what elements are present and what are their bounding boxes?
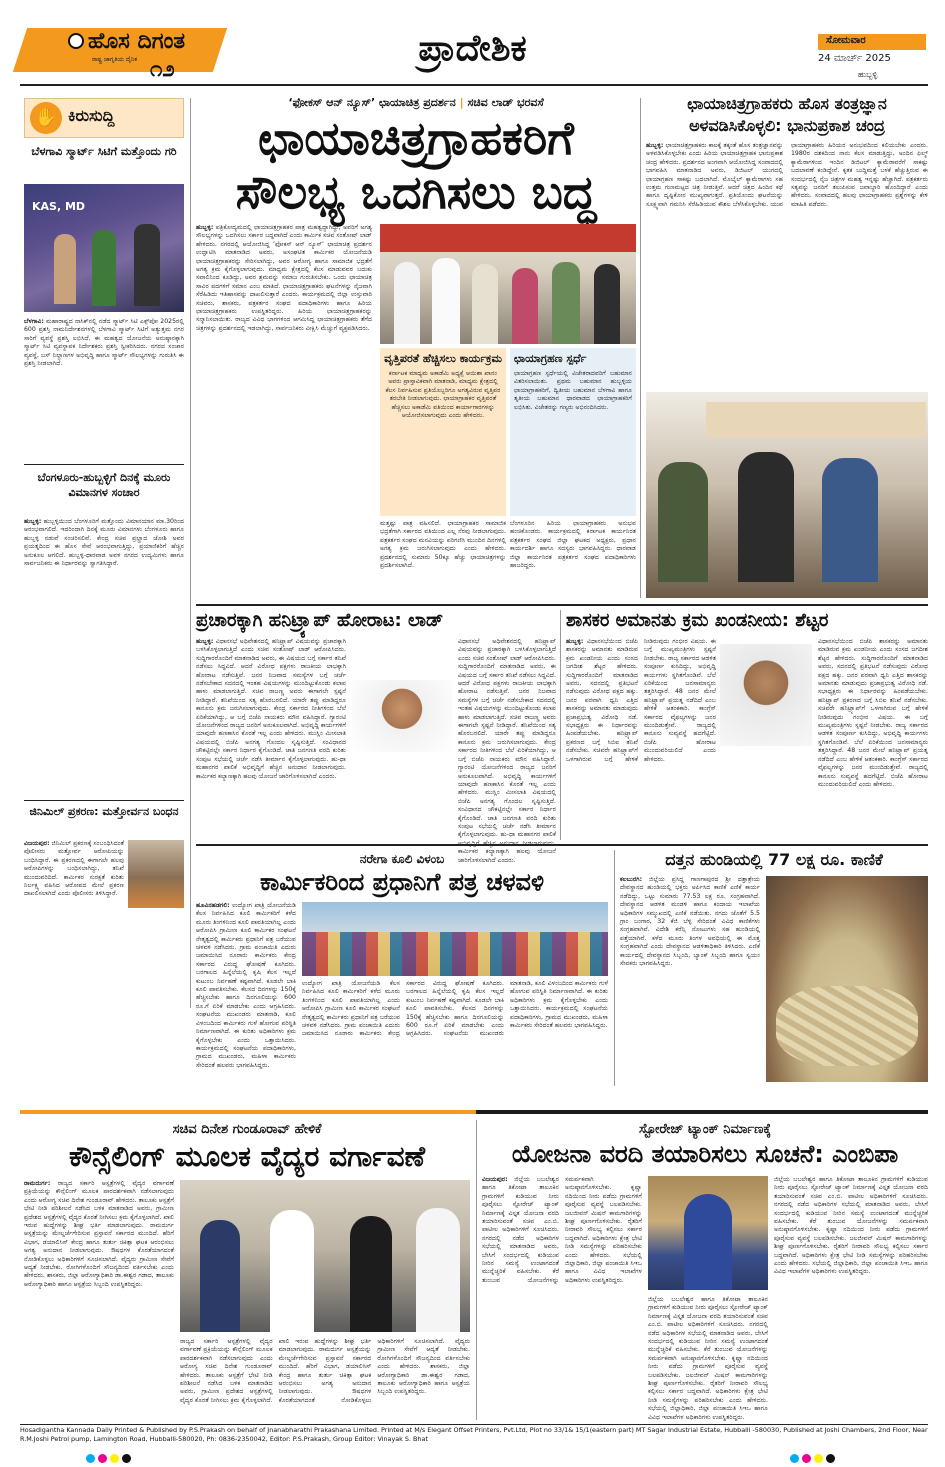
lead-body-3: ಬೆಂಗಳೂರಿನ ಹಿರಿಯ ಛಾಯಾಗ್ರಾಹಕರು ಅನುಭವ ಹಂಚಿಕೊಂಡರು. ಕಾರ್ಯಕ್ರಮದಲ್ಲಿ ಕರ್ನಾಟಕ ಕಾರ್ಯನಿರತ ಪತ್ರಕರ್ತರ ಸಂಘದ ಜಿಲ್ಲಾ ಘಟಕದ ಅಧ್ಯಕ್ಷರು, ಪ್ರಧಾನ ಕಾರ್ಯದರ್ಶಿ ಹಾಗೂ ಸದಸ್ಯರು ಭಾಗವಹಿಸಿದ್ದರು. ಧಾರವಾಡ ಜಿಲ್ಲಾ ಕಾರ್ಯನಿರತ ಪತ್ರಕರ್ತರ ಸಂಘದ ಪದಾಧಿಕಾರಿಗಳು ಹಾಜರಿದ್ದರು.	[510, 520, 636, 570]
banner	[706, 402, 926, 438]
tech-story	[646, 92, 928, 602]
date: 24 ಮಾರ್ಚ್ 2025	[818, 53, 891, 64]
imprint: Hosadigantha Kannada Daily Printed & Published by P.S.Prakash on behalf of Jnanabharathi Prakashana Limited. Printed at M/s Elegant Offset Printers, Pvt.Ltd, Plot no 33/1& 15/1(eastern part) MT Sagar Industrial Estate, Hubballi -580030, Published at Joshi Chambers, 2nd Floor, Near R.M.Joshi Petrol pump, Lamington Road, Hubballi-580020, Ph: 0836-2350042, Editor: P.S.Prakash, Group Editor: Vinayak S. Bhat	[20, 1426, 928, 1443]
tech-body	[646, 142, 928, 386]
box1-body: ಕರ್ನಾಟಕ ಮಾಧ್ಯಮ ಅಕಾಡೆಮಿ ಅಧ್ಯಕ್ಷೆ ಆಯಿಶಾ ಖಾನಂ ಅವರು ಪ್ರಾಸ್ತಾವಿಕವಾಗಿ ಮಾತನಾಡಿ, ಮಾಧ್ಯಮ ಕ್ಷೇತ್ರದಲ್ಲಿ ಕೆಲಸ ನಿರ್ವಹಿಸುವ ಪ್ರತಿಯೊಬ್ಬರಿಗೂ ಅಗತ್ಯವಿರುವ ವೃತ್ತಿಪರ ತರಬೇತಿ ನೀಡಲಾಗುವುದು. ಛಾಯಾಗ್ರಾಹಕರ ವೃತ್ತಿಪರತೆ ಹೆಚ್ಚಿಸಲು ಅಕಾಡೆಮಿ ವತಿಯಿಂದ ಕಾರ್ಯಾಗಾರಗಳನ್ನು ಆಯೋಜಿಸಲಾಗುವುದು ಎಂದು ಹೇಳಿದರು.	[385, 370, 501, 420]
accent-bar	[476, 1110, 928, 1114]
section-rule	[196, 604, 928, 606]
story2-title: ಬೆಂಗಳೂರು-ಹುಬ್ಬಳ್ಳಿಗೆ ದಿನಕ್ಕೆ ಮೂರು ವಿಮಾನಗಳ ಸಂಚಾರ	[37, 471, 171, 499]
masthead-rule	[20, 84, 928, 86]
gundu-body-left	[24, 1180, 174, 1418]
logo-text: ಹೊಸ ದಿಗಂತ	[88, 29, 186, 54]
mbpatil-text: ಜಿಲ್ಲೆಯ ಬಬಲೇಶ್ವರ ಹಾಗೂ ತಿಕೋಟಾ ತಾಲೂಕಿನ ಗ್ರಾಮಗಳಿಗೆ ಕುಡಿಯುವ ನೀರು ಪೂರೈಸಲು ಸ್ಟೋರೇಜ್ ಟ್ಯಾಂಕ್ ನಿರ್ಮಾಣಕ್ಕೆ ವಿಸ್ತೃತ ಯೋಜನಾ ವರದಿ ತಯಾರಿಸುವಂತೆ ಸಚಿವ ಎಂ.ಬಿ. ಪಾಟೀಲ ಅಧಿಕಾರಿಗಳಿಗೆ ಸೂಚಿಸಿದರು. ನಗರದಲ್ಲಿ ನಡೆದ ಅಧಿಕಾರಿಗಳ ಸಭೆಯಲ್ಲಿ ಮಾತನಾಡಿದ ಅವರು, ಬೇಸಿಗೆ ಸಂದರ್ಭದಲ್ಲಿ ಕುಡಿಯುವ ನೀರಿನ ಸಮಸ್ಯೆ ಉಂಟಾಗದಂತೆ ಮುನ್ನೆಚ್ಚರಿಕೆ ವಹಿಸಬೇಕು. ಕೆರೆ ತುಂಬುವ ಯೋಜನೆಗಳನ್ನು ಸಮರ್ಪಕವಾಗಿ ಅನುಷ್ಠಾನಗೊಳಿಸಬೇಕು. ಕೃಷ್ಣಾ ನದಿಯಿಂದ ನೀರು ಪಡೆದು ಗ್ರಾಮಗಳಿಗೆ ಪೂರೈಸುವ ವ್ಯವಸ್ಥೆ ಬಲಪಡಿಸಬೇಕು. ಜಲಜೀವನ್ ಮಿಷನ್ ಕಾಮಗಾರಿಗಳನ್ನು ಶೀಘ್ರ ಪೂರ್ಣಗೊಳಿಸಬೇಕು. ರೈತರಿಗೆ ನೀರಾವರಿ ಸೌಲಭ್ಯ ಕಲ್ಪಿಸಲು ಸರ್ಕಾರ ಬದ್ಧವಾಗಿದೆ. ಅಧಿಕಾರಿಗಳು ಕ್ಷೇತ್ರ ಭೇಟಿ ನೀಡಿ ಸಮಸ್ಯೆಗಳನ್ನು ಪರಿಹರಿಸಬೇಕು ಎಂದು ಹೇಳಿದರು. ಸಭೆಯಲ್ಲಿ ಜಿಲ್ಲಾಧಿಕಾರಿ, ಜಿಲ್ಲಾ ಪಂಚಾಯಿತಿ ಸಿಇಒ ಹಾಗೂ ವಿವಿಧ ಇಲಾಖೆಗಳ ಅಧಿಕಾರಿಗಳು ಉಪಸ್ಥಿತರಿದ್ದರು.	[482, 1176, 642, 1284]
currency-pile	[776, 986, 918, 1066]
nrega-body-right: ಉದ್ಯೋಗ ಖಾತ್ರಿ ಯೋಜನೆಯಡಿ ಕೆಲಸ ನಿರ್ವಹಿಸಿದ ಕೂಲಿ ಕಾರ್ಮಿಕರಿಗೆ ಕಳೆದ ಮೂರು ತಿಂಗಳಿನಿಂದ ಕೂಲಿ ಪಾವತಿಯಾಗಿಲ್ಲ ಎಂದು ಆರೋಪಿಸಿ ಗ್ರಾಮೀಣ ಕೂಲಿ ಕಾರ್ಮಿಕರ ಸಂಘಟನೆ ನೇತೃತ್ವದಲ್ಲಿ ಕಾರ್ಮಿಕರು ಪ್ರಧಾನಿಗೆ ಪತ್ರ ಬರೆಯುವ ಚಳವಳಿ ನಡೆಸಿದರು. ಗ್ರಾಮ ಪಂಚಾಯಿತಿ ಎದುರು ಜಮಾಯಿಸಿದ ನೂರಾರು ಕಾರ್ಮಿಕರು ಕೇಂದ್ರ ಸರ್ಕಾರದ ವಿರುದ್ಧ ಘೋಷಣೆ ಕೂಗಿದರು. ಬರಗಾಲದ ಹಿನ್ನೆಲೆಯಲ್ಲಿ ಕೃಷಿ ಕೆಲಸ ಇಲ್ಲದೆ ಕುಟುಂಬ ನಿರ್ವಹಣೆ ಕಷ್ಟವಾಗಿದೆ. ಕೂಡಲೇ ಬಾಕಿ ಕೂಲಿ ಪಾವತಿಸಬೇಕು. ಕೆಲಸದ ದಿನಗಳನ್ನು 150ಕ್ಕೆ ಹೆಚ್ಚಿಸಬೇಕು ಹಾಗೂ ದಿನಗೂಲಿಯನ್ನು 600 ರೂ.ಗೆ ಏರಿಕೆ ಮಾಡಬೇಕು ಎಂದು ಆಗ್ರಹಿಸಿದರು. ಸಂಘಟನೆಯ ಮುಖಂಡರು ಮಾತನಾಡಿ, ಕೂಲಿ ವಿಳಂಬದಿಂದ ಕಾರ್ಮಿಕರು ಗುಳೆ ಹೋಗುವ ಪರಿಸ್ಥಿತಿ ನಿರ್ಮಾಣವಾಗಿದೆ. ಈ ಕುರಿತು ಅಧಿಕಾರಿಗಳು ಕ್ರಮ ಕೈಗೊಳ್ಳಬೇಕು ಎಂದು ಒತ್ತಾಯಿಸಿದರು. ಕಾರ್ಯಕ್ರಮದಲ್ಲಿ ಸಂಘಟನೆಯ ಪದಾಧಿಕಾರಿಗಳು, ಗ್ರಾಮದ ಮುಖಂಡರು, ಮಹಿಳಾ ಕಾರ್ಮಿಕರು ಸೇರಿದಂತೆ ಹಲವರು ಭಾಗವಹಿಸಿದ್ದರು.	[302, 980, 608, 1038]
shettar-dateline: ಹುಬ್ಬಳ್ಳಿ:	[566, 638, 584, 645]
section-rule	[196, 844, 928, 846]
nrega-body-left	[196, 902, 296, 1082]
person-figure	[738, 452, 794, 582]
crowd	[302, 932, 608, 976]
datta-dateline: ಕಲಬುರಗಿ:	[620, 876, 643, 883]
lead-body	[196, 224, 372, 598]
story1-photo	[24, 184, 184, 312]
datta-photo	[766, 876, 928, 1082]
lead-photo	[380, 224, 636, 344]
lead-body-2: ಮತ್ತಷ್ಟು ಪಾತ್ರ ವಹಿಸಲಿದೆ. ಛಾಯಾಗ್ರಾಹಕರ ಸಾಮಾಜಿಕ ಭದ್ರತೆಗಾಗಿ ಸರ್ಕಾರದ ವತಿಯಿಂದ ಎಲ್ಲ ನೆರವು ನೀಡಲಾಗುವುದು. ಪತ್ರಕರ್ತರ ಸಂಘದ ಮನವಿಯನ್ನು ಪರಿಗಣಿಸಿ ಮುಂದಿನ ದಿನಗಳಲ್ಲಿ ಅಗತ್ಯ ಕ್ರಮ ಜರುಗಿಸಲಾಗುವುದು ಎಂದು ಹೇಳಿದರು. ಪ್ರದರ್ಶನದಲ್ಲಿ ಸುಮಾರು 50ಕ್ಕೂ ಹೆಚ್ಚು ಛಾಯಾಚಿತ್ರಗಳನ್ನು ಪ್ರದರ್ಶಿಸಲಾಗಿದೆ.	[380, 520, 506, 570]
person-figure	[552, 262, 580, 344]
nrega-text: ಉದ್ಯೋಗ ಖಾತ್ರಿ ಯೋಜನೆಯಡಿ ಕೆಲಸ ನಿರ್ವಹಿಸಿದ ಕೂಲಿ ಕಾರ್ಮಿಕರಿಗೆ ಕಳೆದ ಮೂರು ತಿಂಗಳಿನಿಂದ ಕೂಲಿ ಪಾವತಿಯಾಗಿಲ್ಲ ಎಂದು ಆರೋಪಿಸಿ ಗ್ರಾಮೀಣ ಕೂಲಿ ಕಾರ್ಮಿಕರ ಸಂಘಟನೆ ನೇತೃತ್ವದಲ್ಲಿ ಕಾರ್ಮಿಕರು ಪ್ರಧಾನಿಗೆ ಪತ್ರ ಬರೆಯುವ ಚಳವಳಿ ನಡೆಸಿದರು. ಗ್ರಾಮ ಪಂಚಾಯಿತಿ ಎದುರು ಜಮಾಯಿಸಿದ ನೂರಾರು ಕಾರ್ಮಿಕರು ಕೇಂದ್ರ ಸರ್ಕಾರದ ವಿರುದ್ಧ ಘೋಷಣೆ ಕೂಗಿದರು. ಬರಗಾಲದ ಹಿನ್ನೆಲೆಯಲ್ಲಿ ಕೃಷಿ ಕೆಲಸ ಇಲ್ಲದೆ ಕುಟುಂಬ ನಿರ್ವಹಣೆ ಕಷ್ಟವಾಗಿದೆ. ಕೂಡಲೇ ಬಾಕಿ ಕೂಲಿ ಪಾವತಿಸಬೇಕು. ಕೆಲಸದ ದಿನಗಳನ್ನು 150ಕ್ಕೆ ಹೆಚ್ಚಿಸಬೇಕು ಹಾಗೂ ದಿನಗೂಲಿಯನ್ನು 600 ರೂ.ಗೆ ಏರಿಕೆ ಮಾಡಬೇಕು ಎಂದು ಆಗ್ರಹಿಸಿದರು. ಸಂಘಟನೆಯ ಮುಖಂಡರು ಮಾತನಾಡಿ, ಕೂಲಿ ವಿಳಂಬದಿಂದ ಕಾರ್ಮಿಕರು ಗುಳೆ ಹೋಗುವ ಪರಿಸ್ಥಿತಿ ನಿರ್ಮಾಣವಾಗಿದೆ. ಈ ಕುರಿತು ಅಧಿಕಾರಿಗಳು ಕ್ರಮ ಕೈಗೊಳ್ಳಬೇಕು ಎಂದು ಒತ್ತಾಯಿಸಿದರು. ಕಾರ್ಯಕ್ರಮದಲ್ಲಿ ಸಂಘಟನೆಯ ಪದಾಧಿಕಾರಿಗಳು, ಗ್ರಾಮದ ಮುಖಂಡರು, ಮಹಿಳಾ ಕಾರ್ಮಿಕರು ಸೇರಿದಂತೆ ಹಲವರು ಭಾಗವಹಿಸಿದ್ದರು.	[196, 902, 297, 1069]
person-figure	[54, 234, 76, 304]
nrega-headline: ಕಾರ್ಮಿಕರಿಂದ ಪ್ರಧಾನಿಗೆ ಪತ್ರ ಚಳವಳಿ	[259, 868, 545, 896]
nrega-story	[196, 850, 608, 1086]
story2-dateline: ಹುಬ್ಬಳ್ಳಿ:	[24, 518, 42, 525]
nrega-kicker: ನರೇಗಾ ಕೂಲಿ ವಿಳಂಬ	[359, 852, 445, 866]
person-figure	[350, 1216, 392, 1332]
shettar-story	[566, 610, 928, 840]
person-figure	[92, 230, 116, 306]
registration-marks	[790, 1448, 838, 1467]
box1-title: ವೃತ್ತಿಪರತೆ ಹೆಚ್ಚಿಸಲು ಕಾರ್ಯಕ್ರಮ	[384, 352, 502, 365]
column-divider	[614, 850, 615, 1086]
mbpatil-story	[482, 1118, 928, 1420]
nrega-dateline: ಹೂವಿನಹಡಗಲಿ:	[196, 902, 230, 909]
person-figure	[416, 1208, 460, 1332]
shettar-photo	[720, 644, 812, 746]
masthead	[0, 0, 945, 92]
person-figure	[684, 1194, 732, 1290]
column-divider	[640, 98, 641, 598]
shettar-body-right: ವಿಧಾನಸಭೆಯಿಂದ ಬಿಜೆಪಿ ಶಾಸಕರನ್ನು ಅಮಾನತು ಮಾಡಿರುವ ಕ್ರಮ ಖಂಡನೀಯ ಎಂದು ಸಂಸದ ಜಗದೀಶ ಶೆಟ್ಟರ ಹೇಳಿದರು. ಸುದ್ದಿಗಾರರೊಂದಿಗೆ ಮಾತನಾಡಿದ ಅವರು, ಸದನದಲ್ಲಿ ಪ್ರತಿಭಟನೆ ನಡೆಸುವುದು ವಿರೋಧ ಪಕ್ಷದ ಹಕ್ಕು. ಜನರ ಪರವಾಗಿ ಧ್ವನಿ ಎತ್ತಿದ ಶಾಸಕರನ್ನು ಅಮಾನತು ಮಾಡುವುದು ಪ್ರಜಾಪ್ರಭುತ್ವ ವಿರೋಧಿ ನಡೆ. ಸಭಾಧ್ಯಕ್ಷರು ಈ ನಿರ್ಧಾರವನ್ನು ಹಿಂಪಡೆಯಬೇಕು. ಹನಿಟ್ರ್ಯಾಪ್ ಪ್ರಕರಣದ ಬಗ್ಗೆ ಸಿಬಿಐ ತನಿಖೆ ನಡೆಸಬೇಕು. ಸಚಿವರೇ ಹನಿಟ್ರ್ಯಾಪ್‌ಗೆ ಒಳಗಾಗಿರುವ ಬಗ್ಗೆ ಹೇಳಿಕೆ ನೀಡಿರುವುದು ಗಂಭೀರ ವಿಷಯ. ಈ ಬಗ್ಗೆ ಮುಖ್ಯಮಂತ್ರಿಗಳು ಸ್ಪಷ್ಟನೆ ನೀಡಬೇಕು. ರಾಜ್ಯ ಸರ್ಕಾರದ ಆಡಳಿತ ಸಂಪೂರ್ಣ ಕುಸಿದಿದ್ದು, ಅಭಿವೃದ್ಧಿ ಕಾರ್ಯಗಳು ಸ್ಥಗಿತಗೊಂಡಿವೆ. ಬೆಲೆ ಏರಿಕೆಯಿಂದ ಜನಸಾಮಾನ್ಯರು ತತ್ತರಿಸಿದ್ದಾರೆ. 48 ಜನರ ಮೇಲೆ ಹನಿಟ್ರ್ಯಾಪ್ ಪ್ರಯತ್ನ ನಡೆದಿದೆ ಎಂಬ ಹೇಳಿಕೆ ಆತಂಕಕಾರಿ. ಕಾಂಗ್ರೆಸ್ ಸರ್ಕಾರದ ವೈಫಲ್ಯಗಳನ್ನು ಜನರ ಮುಂದಿಡುತ್ತೇವೆ. ರಾಜ್ಯದಲ್ಲಿ ಕಾನೂನು ಸುವ್ಯವಸ್ಥೆ ಹದಗೆಟ್ಟಿದೆ. ಬಿಜೆಪಿ ಹೋರಾಟ ಮುಂದುವರಿಯಲಿದೆ ಎಂದು ಹೇಳಿದರು.	[818, 638, 928, 788]
mbpatil-body-right: ಜಿಲ್ಲೆಯ ಬಬಲೇಶ್ವರ ಹಾಗೂ ತಿಕೋಟಾ ತಾಲೂಕಿನ ಗ್ರಾಮಗಳಿಗೆ ಕುಡಿಯುವ ನೀರು ಪೂರೈಸಲು ಸ್ಟೋರೇಜ್ ಟ್ಯಾಂಕ್ ನಿರ್ಮಾಣಕ್ಕೆ ವಿಸ್ತೃತ ಯೋಜನಾ ವರದಿ ತಯಾರಿಸುವಂತೆ ಸಚಿವ ಎಂ.ಬಿ. ಪಾಟೀಲ ಅಧಿಕಾರಿಗಳಿಗೆ ಸೂಚಿಸಿದರು. ನಗರದಲ್ಲಿ ನಡೆದ ಅಧಿಕಾರಿಗಳ ಸಭೆಯಲ್ಲಿ ಮಾತನಾಡಿದ ಅವರು, ಬೇಸಿಗೆ ಸಂದರ್ಭದಲ್ಲಿ ಕುಡಿಯುವ ನೀರಿನ ಸಮಸ್ಯೆ ಉಂಟಾಗದಂತೆ ಮುನ್ನೆಚ್ಚರಿಕೆ ವಹಿಸಬೇಕು. ಕೆರೆ ತುಂಬುವ ಯೋಜನೆಗಳನ್ನು ಸಮರ್ಪಕವಾಗಿ ಅನುಷ್ಠಾನಗೊಳಿಸಬೇಕು. ಕೃಷ್ಣಾ ನದಿಯಿಂದ ನೀರು ಪಡೆದು ಗ್ರಾಮಗಳಿಗೆ ಪೂರೈಸುವ ವ್ಯವಸ್ಥೆ ಬಲಪಡಿಸಬೇಕು. ಜಲಜೀವನ್ ಮಿಷನ್ ಕಾಮಗಾರಿಗಳನ್ನು ಶೀಘ್ರ ಪೂರ್ಣಗೊಳಿಸಬೇಕು. ರೈತರಿಗೆ ನೀರಾವರಿ ಸೌಲಭ್ಯ ಕಲ್ಪಿಸಲು ಸರ್ಕಾರ ಬದ್ಧವಾಗಿದೆ. ಅಧಿಕಾರಿಗಳು ಕ್ಷೇತ್ರ ಭೇಟಿ ನೀಡಿ ಸಮಸ್ಯೆಗಳನ್ನು ಪರಿಹರಿಸಬೇಕು ಎಂದು ಹೇಳಿದರು. ಸಭೆಯಲ್ಲಿ ಜಿಲ್ಲಾಧಿಕಾರಿ, ಜಿಲ್ಲಾ ಪಂಚಾಯಿತಿ ಸಿಇಒ ಹಾಗೂ ವಿವಿಧ ಇಲಾಖೆಗಳ ಅಧಿಕಾರಿಗಳು ಉಪಸ್ಥಿತರಿದ್ದರು.	[774, 1176, 928, 1276]
gundu-headline: ಕೌನ್ಸೆಲಿಂಗ್ ಮೂಲಕ ವೈದ್ಯರ ವರ್ಗಾವಣೆ	[69, 1140, 425, 1173]
column-divider	[476, 1120, 477, 1420]
lead-kicker-b: ಸಚಿವ ಲಾಡ್ ಭರವಸೆ	[467, 96, 544, 109]
person-figure	[270, 1210, 314, 1332]
laad-text: ವಿಧಾನಸಭೆ ಅಧಿವೇಶನದಲ್ಲಿ ಹನಿಟ್ರ್ಯಾಪ್ ವಿಷಯವನ್ನು ಪ್ರಚಾರಕ್ಕಾಗಿ ಬಳಸಿಕೊಳ್ಳಲಾಗುತ್ತಿದೆ ಎಂದು ಸಚಿವ ಸಂತೋಷ್ ಲಾಡ್ ಆರೋಪಿಸಿದರು. ಸುದ್ದಿಗಾರರೊಂದಿಗೆ ಮಾತನಾಡಿದ ಅವರು, ಈ ವಿಷಯದ ಬಗ್ಗೆ ಸರ್ಕಾರ ತನಿಖೆ ನಡೆಸಲು ಸಿದ್ಧವಿದೆ. ಆದರೆ ವಿರೋಧ ಪಕ್ಷಗಳು ರಾಜಕೀಯ ಲಾಭಕ್ಕಾಗಿ ಹೋರಾಟ ನಡೆಸುತ್ತಿವೆ. ಜನರ ನಿಜವಾದ ಸಮಸ್ಯೆಗಳ ಬಗ್ಗೆ ಚರ್ಚೆ ನಡೆಸಬೇಕಾದ ಸದನದಲ್ಲಿ ಇಂತಹ ವಿಷಯಗಳನ್ನು ಮುಂದಿಟ್ಟುಕೊಂಡು ಕಲಾಪ ಹಾಳು ಮಾಡಲಾಗುತ್ತಿದೆ. ಸಚಿವ ರಾಜಣ್ಣ ಅವರು ಈಗಾಗಲೇ ಸ್ಪಷ್ಟನೆ ನೀಡಿದ್ದಾರೆ. ತನಿಖೆಯಿಂದ ಸತ್ಯ ಹೊರಬರಲಿದೆ. ಯಾರೇ ತಪ್ಪು ಮಾಡಿದ್ದರೂ ಕಾನೂನು ಕ್ರಮ ಜರುಗಿಸಲಾಗುವುದು. ಕೇಂದ್ರ ಸರ್ಕಾರದ ನೀತಿಗಳಿಂದ ಬೆಲೆ ಏರಿಕೆಯಾಗಿದ್ದು, ಆ ಬಗ್ಗೆ ಬಿಜೆಪಿ ನಾಯಕರು ಮೌನ ವಹಿಸಿದ್ದಾರೆ. ಗ್ಯಾರಂಟಿ ಯೋಜನೆಗಳಿಂದ ರಾಜ್ಯದ ಜನರಿಗೆ ಅನುಕೂಲವಾಗಿದೆ. ಅಭಿವೃದ್ಧಿ ಕಾರ್ಯಗಳಿಗೆ ಯಾವುದೇ ಹಣಕಾಸಿನ ಕೊರತೆ ಇಲ್ಲ ಎಂದು ಹೇಳಿದರು. ಮುಸ್ಲಿಂ ಮೀಸಲಾತಿ ವಿಷಯದಲ್ಲಿ ಬಿಜೆಪಿ ಅನಗತ್ಯ ಗೊಂದಲ ಸೃಷ್ಟಿಸುತ್ತಿದೆ. ಸಂವಿಧಾನದ ಚೌಕಟ್ಟಿನಲ್ಲೇ ಸರ್ಕಾರ ನಿರ್ಧಾರ ಕೈಗೊಂಡಿದೆ. ಜಾತಿ ಜನಗಣತಿ ವರದಿ ಕುರಿತು ಸಂಪುಟ ಸಭೆಯಲ್ಲಿ ಚರ್ಚೆ ನಡೆಸಿ ತೀರ್ಮಾನ ಕೈಗೊಳ್ಳಲಾಗುವುದು. ಹು-ಧಾ ಮಹಾನಗರ ಪಾಲಿಕೆ ಅಭಿವೃದ್ಧಿಗೆ ಹೆಚ್ಚಿನ ಅನುದಾನ ನೀಡಲಾಗುವುದು. ಕಾರ್ಮಿಕರ ಕಲ್ಯಾಣಕ್ಕಾಗಿ ಹಲವು ಯೋಜನೆ ಜಾರಿಗೊಳಿಸಲಾಗಿದೆ ಎಂದರು.	[196, 638, 347, 780]
page-number: ೧೨	[150, 57, 175, 82]
hand-icon: ✋	[30, 102, 62, 134]
person-figure	[394, 262, 420, 344]
date-day: ಸೋಮವಾರ	[826, 35, 866, 46]
story1-photo-caption: KAS, MD	[32, 200, 86, 213]
shettar-text: ವಿಧಾನಸಭೆಯಿಂದ ಬಿಜೆಪಿ ಶಾಸಕರನ್ನು ಅಮಾನತು ಮಾಡಿರುವ ಕ್ರಮ ಖಂಡನೀಯ ಎಂದು ಸಂಸದ ಜಗದೀಶ ಶೆಟ್ಟರ ಹೇಳಿದರು. ಸುದ್ದಿಗಾರರೊಂದಿಗೆ ಮಾತನಾಡಿದ ಅವರು, ಸದನದಲ್ಲಿ ಪ್ರತಿಭಟನೆ ನಡೆಸುವುದು ವಿರೋಧ ಪಕ್ಷದ ಹಕ್ಕು. ಜನರ ಪರವಾಗಿ ಧ್ವನಿ ಎತ್ತಿದ ಶಾಸಕರನ್ನು ಅಮಾನತು ಮಾಡುವುದು ಪ್ರಜಾಪ್ರಭುತ್ವ ವಿರೋಧಿ ನಡೆ. ಸಭಾಧ್ಯಕ್ಷರು ಈ ನಿರ್ಧಾರವನ್ನು ಹಿಂಪಡೆಯಬೇಕು. ಹನಿಟ್ರ್ಯಾಪ್ ಪ್ರಕರಣದ ಬಗ್ಗೆ ಸಿಬಿಐ ತನಿಖೆ ನಡೆಸಬೇಕು. ಸಚಿವರೇ ಹನಿಟ್ರ್ಯಾಪ್‌ಗೆ ಒಳಗಾಗಿರುವ ಬಗ್ಗೆ ಹೇಳಿಕೆ ನೀಡಿರುವುದು ಗಂಭೀರ ವಿಷಯ. ಈ ಬಗ್ಗೆ ಮುಖ್ಯಮಂತ್ರಿಗಳು ಸ್ಪಷ್ಟನೆ ನೀಡಬೇಕು. ರಾಜ್ಯ ಸರ್ಕಾರದ ಆಡಳಿತ ಸಂಪೂರ್ಣ ಕುಸಿದಿದ್ದು, ಅಭಿವೃದ್ಧಿ ಕಾರ್ಯಗಳು ಸ್ಥಗಿತಗೊಂಡಿವೆ. ಬೆಲೆ ಏರಿಕೆಯಿಂದ ಜನಸಾಮಾನ್ಯರು ತತ್ತರಿಸಿದ್ದಾರೆ. 48 ಜನರ ಮೇಲೆ ಹನಿಟ್ರ್ಯಾಪ್ ಪ್ರಯತ್ನ ನಡೆದಿದೆ ಎಂಬ ಹೇಳಿಕೆ ಆತಂಕಕಾರಿ. ಕಾಂಗ್ರೆಸ್ ಸರ್ಕಾರದ ವೈಫಲ್ಯಗಳನ್ನು ಜನರ ಮುಂದಿಡುತ್ತೇವೆ. ರಾಜ್ಯದಲ್ಲಿ ಕಾನೂನು ಸುವ್ಯವಸ್ಥೆ ಹದಗೆಟ್ಟಿದೆ. ಬಿಜೆಪಿ ಹೋರಾಟ ಮುಂದುವರಿಯಲಿದೆ ಎಂದು ಹೇಳಿದರು.	[566, 638, 716, 763]
lead-headline-1: ಛಾಯಾಚಿತ್ರಗ್ರಾಹಕರಿಗೆ	[258, 111, 574, 165]
laad-headline: ಪ್ರಚಾರಕ್ಕಾಗಿ ಹನಿಟ್ರ್ಯಾಪ್ ಹೋರಾಟ: ಲಾಡ್	[196, 610, 444, 631]
lead-kicker	[196, 96, 636, 110]
lead-kicker-a: ‘ಫೋಕಸ್ ಆನ್ ನ್ಯೂಸ್’ ಛಾಯಾಚಿತ್ರ ಪ್ರದರ್ಶನ	[288, 96, 456, 109]
gundu-story	[24, 1118, 470, 1420]
datta-body	[620, 876, 760, 1082]
footer-rule	[20, 1424, 928, 1425]
person-figure	[200, 1220, 240, 1332]
accent-bar	[20, 1110, 476, 1114]
gundu-dateline: ರಾಮದುರ್ಗ:	[24, 1180, 51, 1187]
mbpatil-headline: ಯೋಜನಾ ವರದಿ ತಯಾರಿಸಲು ಸೂಚನೆ: ಎಂಬಿಪಾ	[511, 1140, 899, 1168]
box2-body: ಛಾಯಾಗ್ರಹಣ ಸ್ಪರ್ಧೆಯಲ್ಲಿ ವಿಜೇತರಾದವರಿಗೆ ಬಹುಮಾನ ವಿತರಿಸಲಾಯಿತು. ಪ್ರಥಮ ಬಹುಮಾನ ಹುಬ್ಬಳ್ಳಿಯ ಛಾಯಾಗ್ರಾಹಕರಿಗೆ, ದ್ವಿತೀಯ ಬಹುಮಾನ ಬೆಳಗಾವಿ ಹಾಗೂ ತೃತೀಯ ಬಹುಮಾನ ಧಾರವಾಡದ ಛಾಯಾಗ್ರಾಹಕರಿಗೆ ಲಭಿಸಿತು. ವಿಜೇತರನ್ನು ಗಣ್ಯರು ಅಭಿನಂದಿಸಿದರು.	[514, 370, 632, 411]
person-figure	[512, 268, 538, 344]
person-figure	[594, 264, 620, 344]
box2-title: ಛಾಯಾಗ್ರಹಣ ಸ್ಪರ್ಧೆ	[514, 352, 587, 365]
tech-photo	[646, 392, 928, 598]
gundu-kicker: ಸಚಿವ ದಿನೇಶ ಗುಂಡೂರಾವ್ ಹೇಳಿಕೆ	[172, 1122, 322, 1137]
story2-text: ಹುಬ್ಬಳ್ಳಿಯಿಂದ ಬೆಂಗಳೂರಿಗೆ ಮತ್ತೊಂದು ವಿಮಾನಯಾನ ಮಾ.30ರಿಂದ ಆರಂಭವಾಗಲಿದೆ. ಇದರಿಂದಾಗಿ ದಿನಕ್ಕೆ ಮೂರು ವಿಮಾನಗಳು ಬೆಂಗಳೂರು ಹಾಗೂ ಹುಬ್ಬಳ್ಳಿ ನಡುವೆ ಸಂಚರಿಸಲಿವೆ. ಕೇಂದ್ರ ಸಚಿವ ಪ್ರಲ್ಹಾದ ಜೋಶಿ ಅವರ ಪ್ರಯತ್ನದಿಂದ ಈ ಹೊಸ ಸೇವೆ ಆರಂಭವಾಗುತ್ತಿದ್ದು, ಪ್ರಯಾಣಿಕರಿಗೆ ಹೆಚ್ಚಿನ ಅನುಕೂಲ ಆಗಲಿದೆ. ಹುಬ್ಬಳ್ಳಿ-ಧಾರವಾಡ ಅವಳಿ ನಗರದ ಉದ್ಯಮಿಗಳು ಹಾಗೂ ಸಾರ್ವಜನಿಕರು ಈ ನಿರ್ಧಾರವನ್ನು ಸ್ವಾಗತಿಸಿದ್ದಾರೆ.	[24, 518, 184, 568]
sidebar	[24, 98, 184, 1008]
laad-photo	[352, 680, 452, 752]
banner	[380, 224, 636, 252]
person-figure	[822, 458, 878, 582]
laad-body-right: ವಿಧಾನಸಭೆ ಅಧಿವೇಶನದಲ್ಲಿ ಹನಿಟ್ರ್ಯಾಪ್ ವಿಷಯವನ್ನು ಪ್ರಚಾರಕ್ಕಾಗಿ ಬಳಸಿಕೊಳ್ಳಲಾಗುತ್ತಿದೆ ಎಂದು ಸಚಿವ ಸಂತೋಷ್ ಲಾಡ್ ಆರೋಪಿಸಿದರು. ಸುದ್ದಿಗಾರರೊಂದಿಗೆ ಮಾತನಾಡಿದ ಅವರು, ಈ ವಿಷಯದ ಬಗ್ಗೆ ಸರ್ಕಾರ ತನಿಖೆ ನಡೆಸಲು ಸಿದ್ಧವಿದೆ. ಆದರೆ ವಿರೋಧ ಪಕ್ಷಗಳು ರಾಜಕೀಯ ಲಾಭಕ್ಕಾಗಿ ಹೋರಾಟ ನಡೆಸುತ್ತಿವೆ. ಜನರ ನಿಜವಾದ ಸಮಸ್ಯೆಗಳ ಬಗ್ಗೆ ಚರ್ಚೆ ನಡೆಸಬೇಕಾದ ಸದನದಲ್ಲಿ ಇಂತಹ ವಿಷಯಗಳನ್ನು ಮುಂದಿಟ್ಟುಕೊಂಡು ಕಲಾಪ ಹಾಳು ಮಾಡಲಾಗುತ್ತಿದೆ. ಸಚಿವ ರಾಜಣ್ಣ ಅವರು ಈಗಾಗಲೇ ಸ್ಪಷ್ಟನೆ ನೀಡಿದ್ದಾರೆ. ತನಿಖೆಯಿಂದ ಸತ್ಯ ಹೊರಬರಲಿದೆ. ಯಾರೇ ತಪ್ಪು ಮಾಡಿದ್ದರೂ ಕಾನೂನು ಕ್ರಮ ಜರುಗಿಸಲಾಗುವುದು. ಕೇಂದ್ರ ಸರ್ಕಾರದ ನೀತಿಗಳಿಂದ ಬೆಲೆ ಏರಿಕೆಯಾಗಿದ್ದು, ಆ ಬಗ್ಗೆ ಬಿಜೆಪಿ ನಾಯಕರು ಮೌನ ವಹಿಸಿದ್ದಾರೆ. ಗ್ಯಾರಂಟಿ ಯೋಜನೆಗಳಿಂದ ರಾಜ್ಯದ ಜನರಿಗೆ ಅನುಕೂಲವಾಗಿದೆ. ಅಭಿವೃದ್ಧಿ ಕಾರ್ಯಗಳಿಗೆ ಯಾವುದೇ ಹಣಕಾಸಿನ ಕೊರತೆ ಇಲ್ಲ ಎಂದು ಹೇಳಿದರು. ಮುಸ್ಲಿಂ ಮೀಸಲಾತಿ ವಿಷಯದಲ್ಲಿ ಬಿಜೆಪಿ ಅನಗತ್ಯ ಗೊಂದಲ ಸೃಷ್ಟಿಸುತ್ತಿದೆ. ಸಂವಿಧಾನದ ಚೌಕಟ್ಟಿನಲ್ಲೇ ಸರ್ಕಾರ ನಿರ್ಧಾರ ಕೈಗೊಂಡಿದೆ. ಜಾತಿ ಜನಗಣತಿ ವರದಿ ಕುರಿತು ಸಂಪುಟ ಸಭೆಯಲ್ಲಿ ಚರ್ಚೆ ನಡೆಸಿ ತೀರ್ಮಾನ ಕೈಗೊಳ್ಳಲಾಗುವುದು. ಹು-ಧಾ ಮಹಾನಗರ ಪಾಲಿಕೆ ಕಾರ್ಮಿಕರ ಕಲ್ಯಾಣಕ್ಕಾಗಿ ಹಲವು ಯೋಜನೆ ಜಾರಿಗೊಳಿಸಲಾಗಿದೆ ಎಂದರು.	[458, 638, 556, 864]
story1-body	[24, 318, 184, 460]
story1-title: ಬೆಳಗಾವಿ ಸ್ಮಾರ್ಟ್ ಸಿಟಿಗೆ ಮತ್ತೊಂದು ಗರಿ	[31, 145, 177, 158]
mbpatil-dateline: ವಿಜಯಪುರ:	[482, 1176, 508, 1183]
tech-text: ಛಾಯಾಚಿತ್ರಗ್ರಾಹಕರು ಕಾಲಕ್ಕೆ ತಕ್ಕಂತೆ ಹೊಸ ತಂತ್ರಜ್ಞಾನವನ್ನು ಅಳವಡಿಸಿಕೊಳ್ಳಬೇಕು ಎಂದು ಹಿರಿಯ ಛಾಯಾಚಿತ್ರಗ್ರಾಹಕ ಭಾನುಪ್ರಕಾಶ ಚಂದ್ರ ಹೇಳಿದರು. ಪ್ರದರ್ಶನದ ಅಂಗವಾಗಿ ಆಯೋಜಿಸಿದ್ದ ಸಂವಾದದಲ್ಲಿ ಭಾಗವಹಿಸಿ ಮಾತನಾಡಿದ ಅವರು, ಡಿಜಿಟಲ್ ಯುಗದಲ್ಲಿ ಛಾಯಾಗ್ರಹಣ ಸಾಕಷ್ಟು ಬದಲಾಗಿದೆ. ಮೊಬೈಲ್ ಕ್ಯಾಮೆರಾಗಳು ಸಹ ಉತ್ತಮ ಗುಣಮಟ್ಟದ ಚಿತ್ರ ನೀಡುತ್ತಿವೆ. ಆದರೆ ಚಿತ್ರದ ಹಿಂದಿನ ಕಥೆ ಹಾಗೂ ದೃಷ್ಟಿಕೋನ ಮುಖ್ಯವಾಗುತ್ತದೆ. ಪ್ರತಿಯೊಂದು ಘಟನೆಯನ್ನು ಸೂಕ್ಷ್ಮವಾಗಿ ಗಮನಿಸಿ ಸೆರೆಹಿಡಿಯುವ ಕೌಶಲ ಬೆಳೆಸಿಕೊಳ್ಳಬೇಕು. ಯುವ ಛಾಯಾಗ್ರಾಹಕರು ಹಿರಿಯರ ಅನುಭವದಿಂದ ಕಲಿಯಬೇಕು ಎಂದರು. 1980ರ ದಶಕದಿಂದ ನಾನು ಕೆಲಸ ಮಾಡುತ್ತಿದ್ದು, ಅಂದಿನ ಫಿಲ್ಮ್ ಕ್ಯಾಮೆರಾಗಳಿಂದ ಇಂದಿನ ಡಿಜಿಟಲ್ ಕ್ಯಾಮೆರಾವರೆಗೆ ಸಾಕಷ್ಟು ಬದಲಾವಣೆ ಕಂಡಿದ್ದೇನೆ. ಕೃತಕ ಬುದ್ಧಿಮತ್ತೆ ಬಳಕೆ ಹೆಚ್ಚುತ್ತಿರುವ ಈ ಸಂದರ್ಭದಲ್ಲಿ ನೈಜ ಚಿತ್ರಗಳ ಮಹತ್ವ ಇನ್ನಷ್ಟು ಹೆಚ್ಚಾಗಿದೆ. ಪತ್ರಕರ್ತರು ಸತ್ಯವನ್ನು ಜನರಿಗೆ ತಲುಪಿಸುವ ಜವಾಬ್ದಾರಿ ಹೊಂದಿದ್ದಾರೆ ಎಂದು ಹೇಳಿದರು. ಸಂವಾದದಲ್ಲಿ ಹಲವು ಛಾಯಾಗ್ರಾಹಕರು ಪ್ರಶ್ನೆಗಳನ್ನು ಕೇಳಿ ಮಾಹಿತಿ ಪಡೆದರು.	[646, 142, 928, 208]
mbpatil-kicker: ಸ್ಟೋರೇಜ್ ಟ್ಯಾಂಕ್ ನಿರ್ಮಾಣಕ್ಕೆ	[639, 1122, 771, 1137]
person-figure	[472, 264, 498, 344]
tech-dateline: ಹುಬ್ಬಳ್ಳಿ:	[646, 142, 664, 149]
story2-body	[24, 518, 184, 718]
gundu-body-right: ರಾಜ್ಯದ ಸರ್ಕಾರಿ ಆಸ್ಪತ್ರೆಗಳಲ್ಲಿ ವೈದ್ಯರ ವರ್ಗಾವಣೆ ಪ್ರಕ್ರಿಯೆಯನ್ನು ಕೌನ್ಸೆಲಿಂಗ್ ಮೂಲಕ ಪಾರದರ್ಶಕವಾಗಿ ನಡೆಸಲಾಗುವುದು ಎಂದು ಆರೋಗ್ಯ ಸಚಿವ ದಿನೇಶ ಗುಂಡೂರಾವ್ ಹೇಳಿದರು. ತಾಲೂಕು ಆಸ್ಪತ್ರೆಗೆ ಭೇಟಿ ನೀಡಿ ಪರಿಶೀಲನೆ ನಡೆಸಿದ ಬಳಿಕ ಮಾತನಾಡಿದ ಅವರು, ಗ್ರಾಮೀಣ ಪ್ರದೇಶದ ಆಸ್ಪತ್ರೆಗಳಲ್ಲಿ ವೈದ್ಯರ ಕೊರತೆ ನೀಗಿಸಲು ಕ್ರಮ ಕೈಗೊಳ್ಳಲಾಗಿದೆ. ಖಾಲಿ ಇರುವ ಹುದ್ದೆಗಳನ್ನು ಶೀಘ್ರ ಭರ್ತಿ ಮಾಡಲಾಗುವುದು. ರಾಮದುರ್ಗ ಆಸ್ಪತ್ರೆಯನ್ನು ಮೇಲ್ದರ್ಜೆಗೇರಿಸುವ ಪ್ರಸ್ತಾವನೆ ಸರ್ಕಾರದ ಮುಂದಿದೆ. ಹೆರಿಗೆ ವಿಭಾಗ, ಡಯಾಲಿಸಿಸ್ ಕೇಂದ್ರ ಹಾಗೂ ತುರ್ತು ಚಿಕಿತ್ಸಾ ಘಟಕ ಆರಂಭಿಸಲು ಅಗತ್ಯ ಅನುದಾನ ನೀಡಲಾಗುವುದು. ಔಷಧಗಳ ಕೊರತೆಯಾಗದಂತೆ ನೋಡಿಕೊಳ್ಳಲು ಅಧಿಕಾರಿಗಳಿಗೆ ಸೂಚಿಸಲಾಗಿದೆ. ವೈದ್ಯರು ಗ್ರಾಮೀಣ ಸೇವೆಗೆ ಆದ್ಯತೆ ನೀಡಬೇಕು. ರೋಗಿಗಳೊಂದಿಗೆ ಸೌಜನ್ಯದಿಂದ ವರ್ತಿಸಬೇಕು ಎಂದು ಹೇಳಿದರು. ಶಾಸಕರು, ಜಿಲ್ಲಾ ಆರೋಗ್ಯಾಧಿಕಾರಿ ಡಾ.ಈಶ್ವರ ಗಡಾದ, ತಾಲೂಕು ಆರೋಗ್ಯಾಧಿಕಾರಿ ಹಾಗೂ ಆಸ್ಪತ್ರೆಯ ಸಿಬ್ಬಂದಿ ಉಪಸ್ಥಿತರಿದ್ದರು.	[180, 1338, 470, 1404]
box2	[510, 348, 636, 516]
registration-marks	[86, 1448, 134, 1467]
lead-kicker-sep: |	[459, 96, 464, 109]
laad-body-left	[196, 638, 346, 836]
story3-photo	[128, 840, 184, 908]
mbpatil-photo	[648, 1176, 768, 1290]
lead-text: ಪತ್ರಿಕೋದ್ಯಮದಲ್ಲಿ ಛಾಯಾಚಿತ್ರಗ್ರಾಹಕರ ಪಾತ್ರ ಮಹತ್ವದ್ದಾಗಿದ್ದು, ಅವರಿಗೆ ಅಗತ್ಯ ಸೌಲಭ್ಯಗಳನ್ನು ಒದಗಿಸಲು ಸರ್ಕಾರ ಬದ್ಧವಾಗಿದೆ ಎಂದು ಕಾರ್ಮಿಕ ಸಚಿವ ಸಂತೋಷ್ ಲಾಡ್ ಹೇಳಿದರು. ನಗರದಲ್ಲಿ ಆಯೋಜಿಸಿದ್ದ ‘ಫೋಕಸ್ ಆನ್ ನ್ಯೂಸ್’ ಛಾಯಾಚಿತ್ರ ಪ್ರದರ್ಶನ ಉದ್ಘಾಟಿಸಿ ಮಾತನಾಡಿದ ಅವರು, ಅಸಂಘಟಿತ ಕಾರ್ಮಿಕರ ಯೋಜನೆಯಡಿ ಛಾಯಾಚಿತ್ರಗ್ರಾಹಕರನ್ನು ಸೇರಿಸಲಾಗಿದ್ದು, ಅವರ ಆರೋಗ್ಯ ಹಾಗೂ ಸಾಮಾಜಿಕ ಭದ್ರತೆಗೆ ಅಗತ್ಯ ಕ್ರಮ ಕೈಗೊಳ್ಳಲಾಗುವುದು. ಮಾಧ್ಯಮ ಕ್ಷೇತ್ರದಲ್ಲಿ ಕೆಲಸ ಮಾಡುವವರ ಬದುಕು ಸವಾಲಿನಿಂದ ಕೂಡಿದ್ದು, ಅವರ ಶ್ರಮವನ್ನು ಸಮಾಜ ಗುರುತಿಸಬೇಕು. ಒಂದು ಛಾಯಾಚಿತ್ರ ಸಾವಿರ ಪದಗಳಿಗೆ ಸಮಾನ ಎಂಬ ಮಾತಿದೆ. ಛಾಯಾಚಿತ್ರಗ್ರಾಹಕರು ಘಟನೆಗಳನ್ನು ನೈಜವಾಗಿ ಸೆರೆಹಿಡಿದು ಇತಿಹಾಸವನ್ನು ದಾಖಲಿಸುತ್ತಾರೆ ಎಂದರು. ಕಾರ್ಯಕ್ರಮದಲ್ಲಿ ಜಿಲ್ಲಾ ಉಸ್ತುವಾರಿ ಸಚಿವರು, ಶಾಸಕರು, ಪತ್ರಕರ್ತರ ಸಂಘದ ಪದಾಧಿಕಾರಿಗಳು ಹಾಗೂ ಹಿರಿಯ ಛಾಯಾಚಿತ್ರಗ್ರಾಹಕರು ಉಪಸ್ಥಿತರಿದ್ದರು. ಹಿರಿಯ ಛಾಯಾಚಿತ್ರಗ್ರಾಹಕರನ್ನು ಸನ್ಮಾನಿಸಲಾಯಿತು. ರಾಜ್ಯದ ವಿವಿಧ ಭಾಗಗಳಿಂದ ಆಗಮಿಸಿದ್ದ ಛಾಯಾಚಿತ್ರಗ್ರಾಹಕರು ತೆಗೆದ ಚಿತ್ರಗಳನ್ನು ಪ್ರದರ್ಶನದಲ್ಲಿ ಇಡಲಾಗಿದ್ದು, ಸಾರ್ವಜನಿಕರು ವೀಕ್ಷಿಸಿ ಮೆಚ್ಚುಗೆ ವ್ಯಕ್ತಪಡಿಸಿದರು.	[196, 224, 372, 332]
gundu-photo	[180, 1180, 470, 1332]
sidebar-brand: ಕಿರುಸುದ್ದಿ	[68, 106, 115, 125]
column-divider	[190, 98, 191, 1008]
gundu-text: ರಾಜ್ಯದ ಸರ್ಕಾರಿ ಆಸ್ಪತ್ರೆಗಳಲ್ಲಿ ವೈದ್ಯರ ವರ್ಗಾವಣೆ ಪ್ರಕ್ರಿಯೆಯನ್ನು ಕೌನ್ಸೆಲಿಂಗ್ ಮೂಲಕ ಪಾರದರ್ಶಕವಾಗಿ ನಡೆಸಲಾಗುವುದು ಎಂದು ಆರೋಗ್ಯ ಸಚಿವ ದಿನೇಶ ಗುಂಡೂರಾವ್ ಹೇಳಿದರು. ತಾಲೂಕು ಆಸ್ಪತ್ರೆಗೆ ಭೇಟಿ ನೀಡಿ ಪರಿಶೀಲನೆ ನಡೆಸಿದ ಬಳಿಕ ಮಾತನಾಡಿದ ಅವರು, ಗ್ರಾಮೀಣ ಪ್ರದೇಶದ ಆಸ್ಪತ್ರೆಗಳಲ್ಲಿ ವೈದ್ಯರ ಕೊರತೆ ನೀಗಿಸಲು ಕ್ರಮ ಕೈಗೊಳ್ಳಲಾಗಿದೆ. ಖಾಲಿ ಇರುವ ಹುದ್ದೆಗಳನ್ನು ಶೀಘ್ರ ಭರ್ತಿ ಮಾಡಲಾಗುವುದು. ರಾಮದುರ್ಗ ಆಸ್ಪತ್ರೆಯನ್ನು ಮೇಲ್ದರ್ಜೆಗೇರಿಸುವ ಪ್ರಸ್ತಾವನೆ ಸರ್ಕಾರದ ಮುಂದಿದೆ. ಹೆರಿಗೆ ವಿಭಾಗ, ಡಯಾಲಿಸಿಸ್ ಕೇಂದ್ರ ಹಾಗೂ ತುರ್ತು ಚಿಕಿತ್ಸಾ ಘಟಕ ಆರಂಭಿಸಲು ಅಗತ್ಯ ಅನುದಾನ ನೀಡಲಾಗುವುದು. ಔಷಧಗಳ ಕೊರತೆಯಾಗದಂತೆ ನೋಡಿಕೊಳ್ಳಲು ಅಧಿಕಾರಿಗಳಿಗೆ ಸೂಚಿಸಲಾಗಿದೆ. ವೈದ್ಯರು ಗ್ರಾಮೀಣ ಸೇವೆಗೆ ಆದ್ಯತೆ ನೀಡಬೇಕು. ರೋಗಿಗಳೊಂದಿಗೆ ಸೌಜನ್ಯದಿಂದ ವರ್ತಿಸಬೇಕು ಎಂದು ಹೇಳಿದರು. ಶಾಸಕರು, ಜಿಲ್ಲಾ ಆರೋಗ್ಯಾಧಿಕಾರಿ ಡಾ.ಈಶ್ವರ ಗಡಾದ, ತಾಲೂಕು ಆರೋಗ್ಯಾಧಿಕಾರಿ ಹಾಗೂ ಆಸ್ಪತ್ರೆಯ ಸಿಬ್ಬಂದಿ ಉಪಸ್ಥಿತರಿದ್ದರು.	[24, 1180, 175, 1288]
tech-headline-1: ಛಾಯಾಚಿತ್ರಗ್ರಾಹಕರು ಹೊಸ ತಂತ್ರಜ್ಞಾನ	[687, 94, 887, 113]
datta-story	[620, 850, 928, 1086]
story3-title: ಜಿನಿಮಿಲ್ ಪ್ರಕರಣ: ಮತ್ತೋರ್ವನ ಬಂಧನ	[29, 805, 179, 818]
mbpatil-body-left	[482, 1176, 642, 1416]
section-title: ಪ್ರಾದೇಶಿಕ	[418, 28, 527, 69]
person-figure	[658, 462, 708, 582]
story3-text: ಜಿನಿಮಿಲ್ ಪ್ರಕರಣಕ್ಕೆ ಸಂಬಂಧಿಸಿದಂತೆ ಪೊಲೀಸರು ಮತ್ತೋರ್ವ ಆರೋಪಿಯನ್ನು ಬಂಧಿಸಿದ್ದಾರೆ. ಈ ಪ್ರಕರಣದಲ್ಲಿ ಈಗಾಗಲೇ ಹಲವು ಆರೋಪಿಗಳನ್ನು ಬಂಧಿಸಲಾಗಿದ್ದು, ತನಿಖೆ ಮುಂದುವರಿದಿದೆ. ಕಾರ್ಮಿಕರ ಸುರಕ್ಷತೆ ಕುರಿತು ನಿರ್ಲಕ್ಷ್ಯ ವಹಿಸಿದ ಆರೋಪದ ಮೇಲೆ ಪ್ರಕರಣ ದಾಖಲಿಸಲಾಗಿದೆ ಎಂದು ಪೊಲೀಸರು ತಿಳಿಸಿದ್ದಾರೆ.	[24, 840, 124, 898]
lead-headline-2: ಸೌಲಭ್ಯ ಒದಗಿಸಲು ಬದ್ಧ	[235, 165, 597, 219]
lead-dateline: ಹುಬ್ಬಳ್ಳಿ:	[196, 224, 214, 231]
logo-tagline: ರಾಷ್ಟ್ರ ಜಾಗೃತಿಯ ದೈನಿಕ	[92, 56, 138, 63]
story3-body	[24, 840, 124, 1000]
person-figure	[432, 258, 460, 344]
person-figure	[134, 224, 160, 306]
box1	[380, 348, 506, 516]
sidebar-divider	[24, 464, 184, 465]
sidebar-divider	[24, 800, 184, 801]
datta-headline: ದತ್ತನ ಹುಂಡಿಯಲ್ಲಿ 77 ಲಕ್ಷ ರೂ. ಕಾಣಿಕೆ	[665, 850, 883, 869]
nrega-photo	[302, 902, 608, 976]
tech-headline-2: ಅಳವಡಿಸಿಕೊಳ್ಳಲಿ: ಭಾನುಪ್ರಕಾಶ ಚಂದ್ರ	[689, 116, 885, 135]
lead-story	[196, 92, 636, 602]
column-divider	[560, 610, 561, 840]
datta-text: ಜಿಲ್ಲೆಯ ಪ್ರಸಿದ್ಧ ಗಾಣಗಾಪುರದ ಶ್ರೀ ದತ್ತಾತ್ರೇಯ ದೇವಸ್ಥಾನದ ಹುಂಡಿಯಲ್ಲಿ ಭಕ್ತರು ಅರ್ಪಿಸಿದ ಕಾಣಿಕೆ ಎಣಿಕೆ ಕಾರ್ಯ ನಡೆದಿದ್ದು, ಒಟ್ಟು ಸುಮಾರು 77.53 ಲಕ್ಷ ರೂ. ಸಂಗ್ರಹವಾಗಿದೆ. ದೇವಸ್ಥಾನದ ಆಡಳಿತ ಮಂಡಳಿ ಹಾಗೂ ಕಂದಾಯ ಇಲಾಖೆಯ ಅಧಿಕಾರಿಗಳ ಸಮ್ಮುಖದಲ್ಲಿ ಎಣಿಕೆ ನಡೆಯಿತು. ನಗದು ಜೊತೆಗೆ 5.5 ಗ್ರಾಂ ಬಂಗಾರ, 32 ಕೆಜಿ ಬೆಳ್ಳಿ ಸೇರಿದಂತೆ ವಿವಿಧ ಕಾಣಿಕೆಗಳು ಸಂಗ್ರಹವಾಗಿವೆ. ವಿದೇಶಿ ಕರೆನ್ಸಿ ನೋಟುಗಳು ಸಹ ಹುಂಡಿಯಲ್ಲಿ ಪತ್ತೆಯಾಗಿವೆ. ಕಳೆದ ಮೂರು ತಿಂಗಳ ಅವಧಿಯಲ್ಲಿ ಈ ಮೊತ್ತ ಸಂಗ್ರಹವಾಗಿದೆ ಎಂದು ದೇವಸ್ಥಾನದ ಆಡಳಿತಾಧಿಕಾರಿ ತಿಳಿಸಿದರು. ಎಣಿಕೆ ಕಾರ್ಯದಲ್ಲಿ ದೇವಸ್ಥಾನದ ಸಿಬ್ಬಂದಿ, ಬ್ಯಾಂಕ್ ಸಿಬ್ಬಂದಿ ಹಾಗೂ ಸ್ವಯಂ ಸೇವಕರು ಭಾಗವಹಿಸಿದ್ದರು.	[620, 876, 760, 968]
story1-text: ಮಹಾರಾಷ್ಟ್ರದ ನಾಸಿಕ್‌ನಲ್ಲಿ ನಡೆದ ಸ್ಮಾರ್ಟ್ ಸಿಟಿ ಎಕ್ಸ್‌ಪೋ 2025ರಲ್ಲಿ 600 ಪ್ರಶಸ್ತಿ ನಾಮನಿರ್ದೇಶನಗಳಲ್ಲಿ ಬೆಳಗಾವಿ ಸ್ಮಾರ್ಟ್ ಸಿಟಿಗೆ ಅತ್ಯುತ್ತಮ ನಗರ ಸಾರಿಗೆ ವ್ಯವಸ್ಥೆ ಪ್ರಶಸ್ತಿ ಲಭಿಸಿದೆ. ಈ ಮಹತ್ವದ ಯೋಜನೆಯ ಅನುಷ್ಠಾನಕ್ಕಾಗಿ ಸ್ಮಾರ್ಟ್ ಸಿಟಿ ವ್ಯವಸ್ಥಾಪಕ ನಿರ್ದೇಶಕರು ಪ್ರಶಸ್ತಿ ಸ್ವೀಕರಿಸಿದರು. ನಗರದ ಸಂಚಾರ ವ್ಯವಸ್ಥೆ, ಬಸ್ ನಿಲ್ದಾಣಗಳ ಅಭಿವೃದ್ಧಿ ಹಾಗೂ ಸ್ಮಾರ್ಟ್ ಸೌಲಭ್ಯಗಳನ್ನು ಗುರುತಿಸಿ ಈ ಪ್ರಶಸ್ತಿ ನೀಡಲಾಗಿದೆ.	[24, 318, 184, 368]
story1-dateline: ಬೆಳಗಾವಿ:	[24, 318, 44, 325]
shettar-body-left	[566, 638, 716, 836]
mbpatil-body-mid: ಜಿಲ್ಲೆಯ ಬಬಲೇಶ್ವರ ಹಾಗೂ ತಿಕೋಟಾ ತಾಲೂಕಿನ ಗ್ರಾಮಗಳಿಗೆ ಕುಡಿಯುವ ನೀರು ಪೂರೈಸಲು ಸ್ಟೋರೇಜ್ ಟ್ಯಾಂಕ್ ನಿರ್ಮಾಣಕ್ಕೆ ವಿಸ್ತೃತ ಯೋಜನಾ ವರದಿ ತಯಾರಿಸುವಂತೆ ಸಚಿವ ಎಂ.ಬಿ. ಪಾಟೀಲ ಅಧಿಕಾರಿಗಳಿಗೆ ಸೂಚಿಸಿದರು. ನಗರದಲ್ಲಿ ನಡೆದ ಅಧಿಕಾರಿಗಳ ಸಭೆಯಲ್ಲಿ ಮಾತನಾಡಿದ ಅವರು, ಬೇಸಿಗೆ ಸಂದರ್ಭದಲ್ಲಿ ಕುಡಿಯುವ ನೀರಿನ ಸಮಸ್ಯೆ ಉಂಟಾಗದಂತೆ ಮುನ್ನೆಚ್ಚರಿಕೆ ವಹಿಸಬೇಕು. ಕೆರೆ ತುಂಬುವ ಯೋಜನೆಗಳನ್ನು ಸಮರ್ಪಕವಾಗಿ ಅನುಷ್ಠಾನಗೊಳಿಸಬೇಕು. ಕೃಷ್ಣಾ ನದಿಯಿಂದ ನೀರು ಪಡೆದು ಗ್ರಾಮಗಳಿಗೆ ಪೂರೈಸುವ ವ್ಯವಸ್ಥೆ ಬಲಪಡಿಸಬೇಕು. ಜಲಜೀವನ್ ಮಿಷನ್ ಕಾಮಗಾರಿಗಳನ್ನು ಶೀಘ್ರ ಪೂರ್ಣಗೊಳಿಸಬೇಕು. ರೈತರಿಗೆ ನೀರಾವರಿ ಸೌಲಭ್ಯ ಕಲ್ಪಿಸಲು ಸರ್ಕಾರ ಬದ್ಧವಾಗಿದೆ. ಅಧಿಕಾರಿಗಳು ಕ್ಷೇತ್ರ ಭೇಟಿ ನೀಡಿ ಸಮಸ್ಯೆಗಳನ್ನು ಪರಿಹರಿಸಬೇಕು ಎಂದು ಹೇಳಿದರು. ಸಭೆಯಲ್ಲಿ ಜಿಲ್ಲಾಧಿಕಾರಿ, ಜಿಲ್ಲಾ ಪಂಚಾಯಿತಿ ಸಿಇಒ ಹಾಗೂ ವಿವಿಧ ಇಲಾಖೆಗಳ ಅಧಿಕಾರಿಗಳು ಉಪಸ್ಥಿತರಿದ್ದರು.	[648, 1296, 768, 1421]
laad-dateline: ಹುಬ್ಬಳ್ಳಿ:	[196, 638, 214, 645]
story3-dateline: ವಿಜಯಪುರ:	[24, 840, 50, 847]
shettar-headline: ಶಾಸಕರ ಅಮಾನತು ಕ್ರಮ ಖಂಡನೀಯ: ಶೆಟ್ಟರ	[566, 610, 829, 631]
dateline-city: ಹುಬ್ಬಳ್ಳಿ	[858, 70, 878, 79]
